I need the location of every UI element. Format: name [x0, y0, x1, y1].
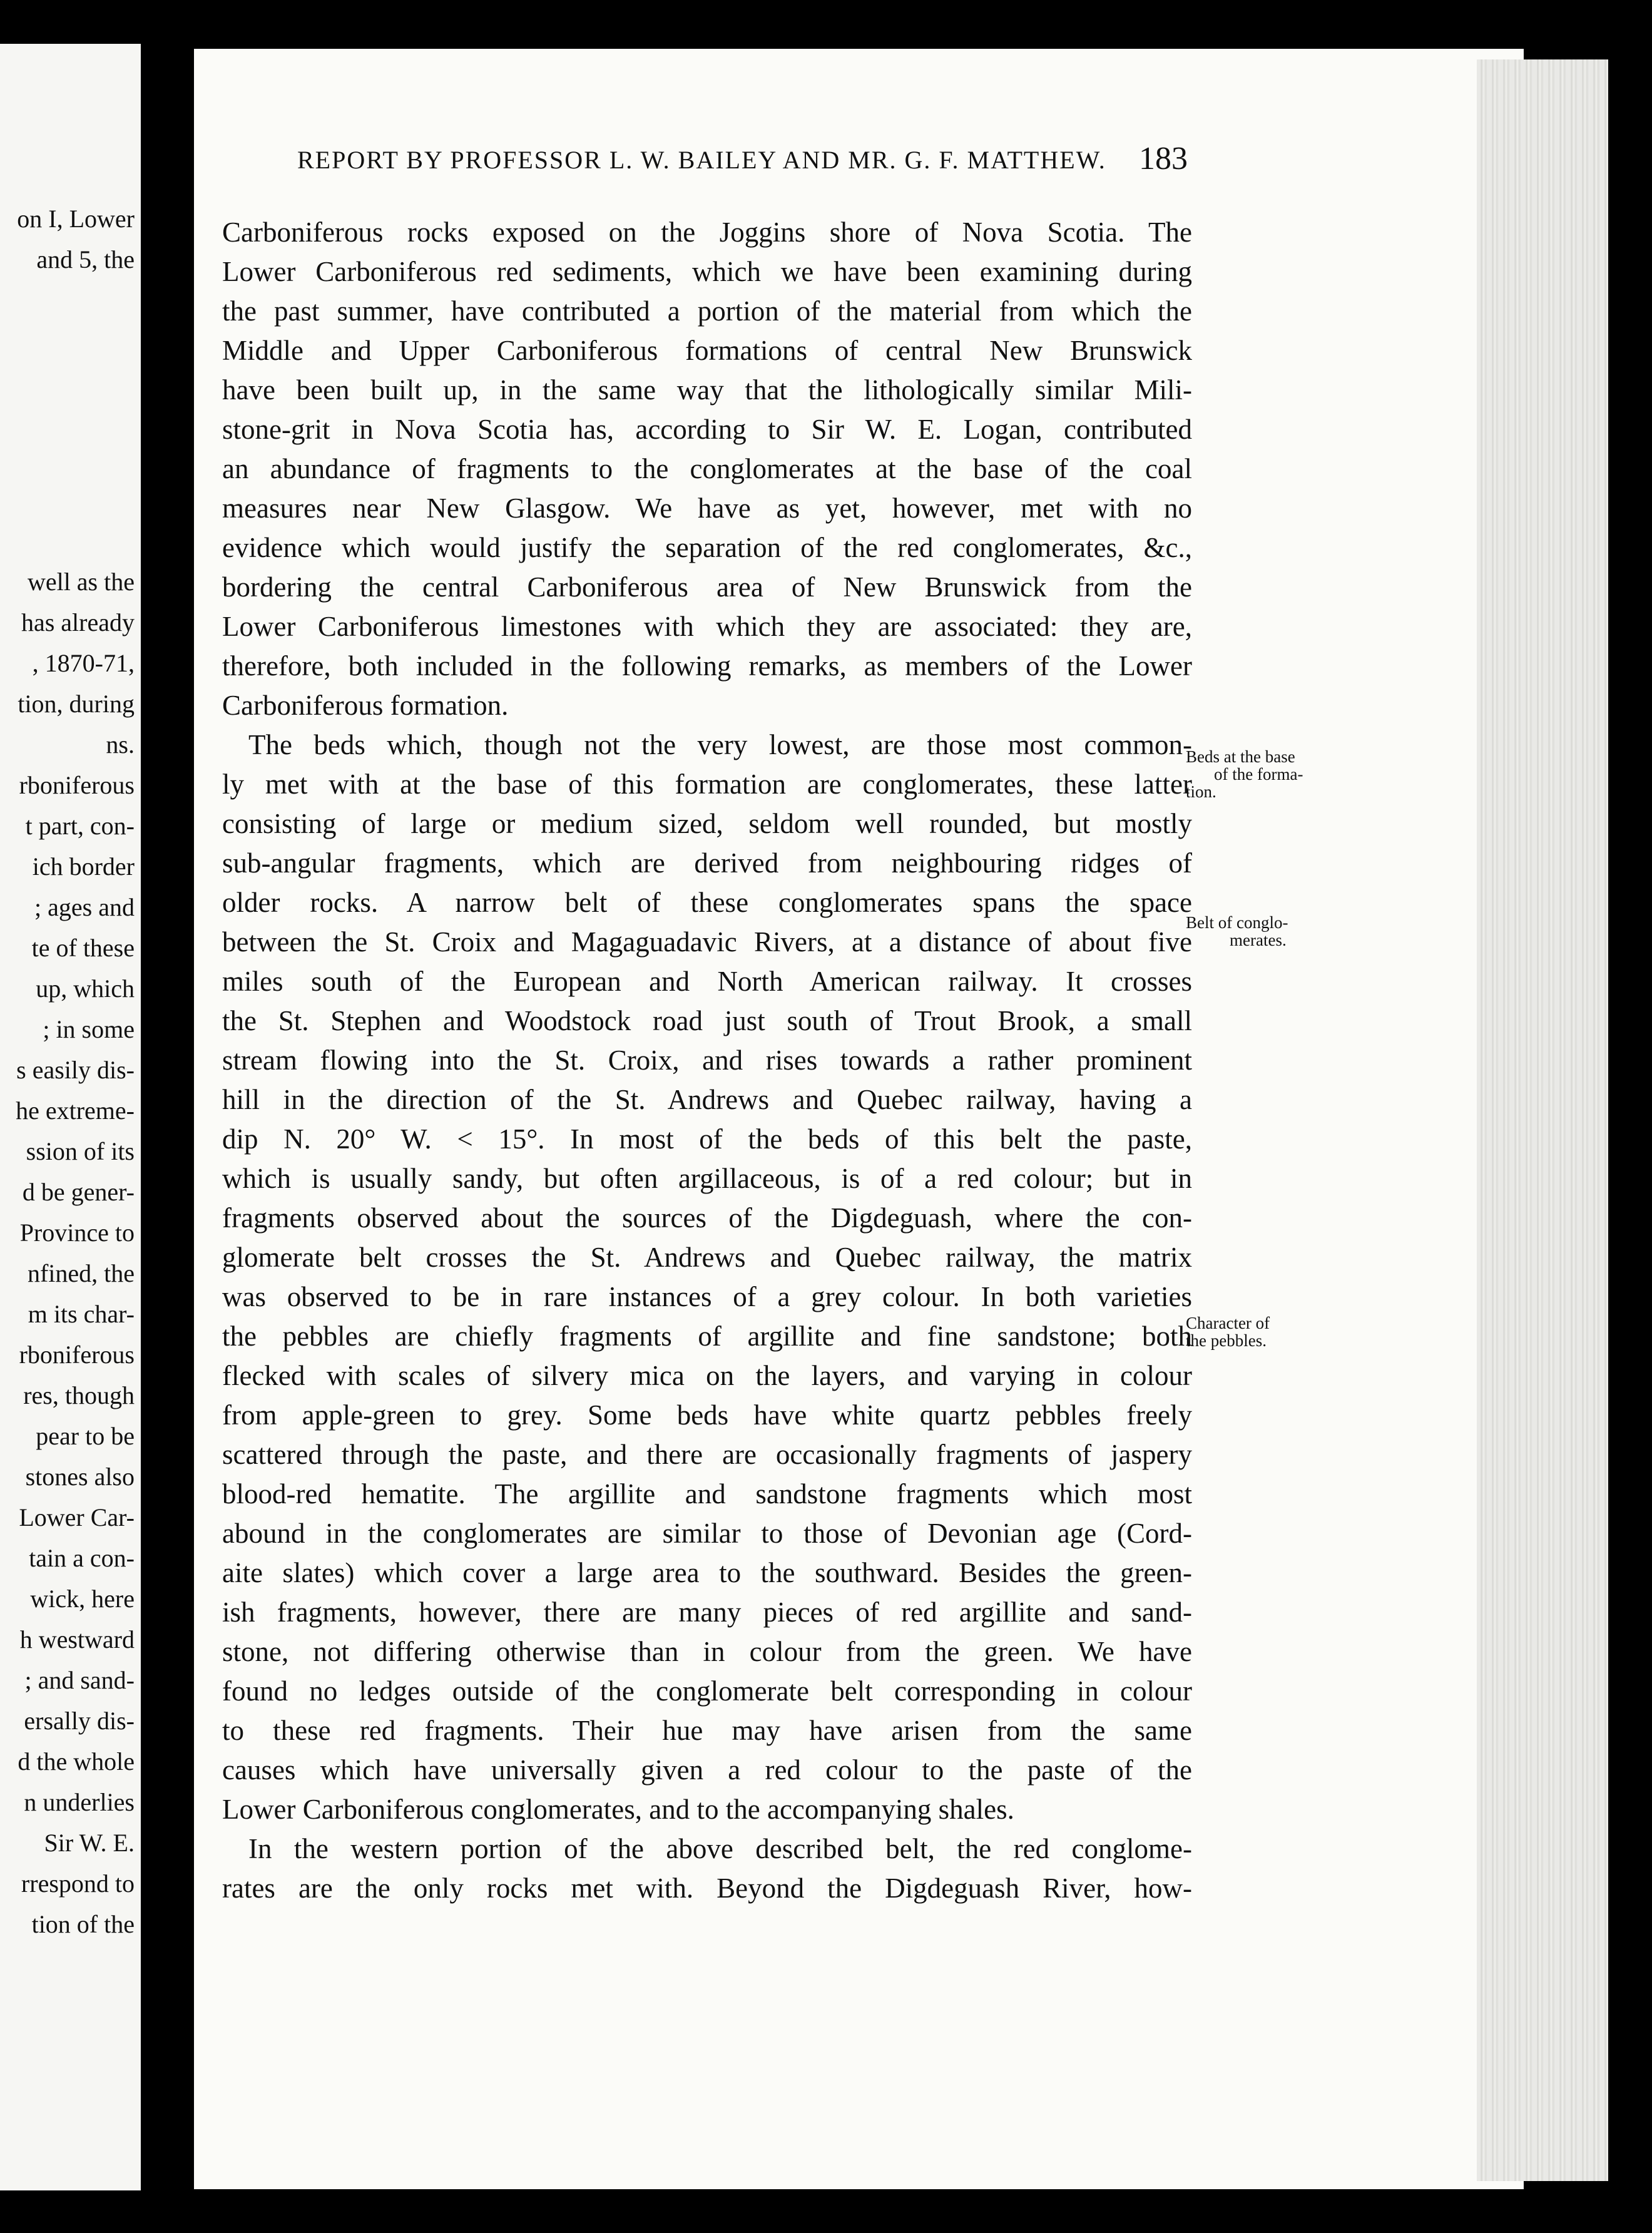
page-number: 183 [1139, 141, 1188, 176]
left-page-text-fragment: he extreme- [16, 1096, 135, 1125]
margin-note-line: Beds at the base [1186, 747, 1295, 766]
text-line: older rocks. A narrow belt of these conglomerates spans the space [222, 887, 1192, 918]
left-page-fragment [0, 44, 141, 2190]
margin-note [1186, 748, 1339, 800]
text-line: sub-angular fragments, which are derived from neighbouring ridges of [222, 847, 1192, 879]
left-page-text-fragment: , 1870-71, [32, 649, 135, 677]
text-line: the St. Stephen and Woodstock road just south of Trout Brook, a small [222, 1005, 1192, 1036]
left-page-text-fragment: ; and sand- [24, 1666, 135, 1694]
text-line: fragments observed about the sources of the Digdeguash, where the con- [222, 1202, 1192, 1234]
text-line: Carboniferous rocks exposed on the Joggins shore of Nova Scotia. The [222, 217, 1192, 248]
text-line: hill in the direction of the St. Andrews and Quebec railway, having a [222, 1084, 1192, 1115]
left-page-text-fragment: d be gener- [22, 1178, 135, 1206]
margin-note-line: tion. [1186, 782, 1216, 801]
left-page-text-fragment: n underlies [24, 1788, 135, 1816]
text-line: the pebbles are chiefly fragments of argillite and fine sandstone; both [222, 1321, 1192, 1352]
text-line: miles south of the European and North American railway. It crosses [222, 966, 1192, 997]
left-page-text-fragment: pear to be [36, 1422, 135, 1450]
text-line: consisting of large or medium sized, seldom well rounded, but mostly [222, 808, 1192, 839]
page-edge [1477, 59, 1608, 2181]
text-line: Lower Carboniferous conglomerates, and to the accompanying shales. [222, 1794, 1014, 1825]
left-page-text-fragment: m its char- [28, 1300, 135, 1328]
text-line: flecked with scales of silvery mica on the layers, and varying in colour [222, 1360, 1192, 1391]
text-line: measures near New Glasgow. We have as yet, however, met with no [222, 493, 1192, 524]
text-line: scattered through the paste, and there are occasionally fragments of jaspery [222, 1439, 1192, 1470]
text-line: stone-grit in Nova Scotia has, according to Sir W. E. Logan, contributed [222, 414, 1192, 445]
left-page-text-fragment: Province to [19, 1219, 135, 1247]
left-page-text-fragment: Lower Car- [19, 1503, 135, 1531]
left-page-text-fragment: tain a con- [29, 1544, 135, 1572]
margin-note-line: Character of [1186, 1314, 1270, 1332]
left-page-text-fragment: rboniferous [19, 1341, 135, 1369]
margin-note-line: merates. [1230, 931, 1287, 949]
text-line: Middle and Upper Carboniferous formations of central New Brunswick [222, 335, 1192, 366]
text-line: found no ledges outside of the conglomerate belt corresponding in colour [222, 1675, 1192, 1707]
left-page-text-fragment: ns. [106, 730, 135, 759]
text-line: rates are the only rocks met with. Beyond the Digdeguash River, how- [222, 1873, 1192, 1904]
left-page-text-fragment: d the whole [18, 1747, 135, 1776]
text-line: Carboniferous formation. [222, 690, 509, 721]
left-page-text-fragment: well as the [27, 568, 135, 596]
text-line: therefore, both included in the following remarks, as members of the Lower [222, 650, 1192, 682]
text-line: Lower Carboniferous red sediments, which we have been examining during [222, 256, 1192, 287]
left-page-text-fragment: stones also [25, 1463, 135, 1491]
margin-note-line: of the forma- [1214, 765, 1303, 784]
left-page-text-fragment: ; ages and [34, 893, 135, 921]
text-line: between the St. Croix and Magaguadavic Rivers, at a distance of about five [222, 926, 1192, 958]
left-page-text-fragment: tion, during [18, 690, 135, 718]
left-page-text-fragment: h westward [19, 1625, 135, 1653]
margin-note-line: Belt of conglo- [1186, 913, 1288, 932]
left-page-text-fragment: Sir W. E. [44, 1829, 135, 1857]
text-line: dip N. 20° W. < 15°. In most of the beds of this belt the paste, [222, 1123, 1192, 1155]
left-page-text-fragment: and 5, the [36, 245, 135, 273]
left-page-text-fragment: s easily dis- [16, 1056, 135, 1084]
text-line: aite slates) which cover a large area to the southward. Besides the green- [222, 1557, 1192, 1588]
left-page-text-fragment: on I, Lower [17, 205, 135, 233]
left-page-text-fragment: ersally dis- [24, 1707, 135, 1735]
text-line: causes which have universally given a red colour to the paste of the [222, 1754, 1192, 1786]
left-page-text-fragment: rrespond to [21, 1869, 135, 1898]
left-page-text-fragment: ; in some [43, 1015, 135, 1043]
text-line: stone, not differing otherwise than in colour from the green. We have [222, 1636, 1192, 1667]
text-line: the past summer, have contributed a portion of the material from which the [222, 295, 1192, 327]
body-text [222, 213, 1192, 1908]
text-line: to these red fragments. Their hue may have arisen from the same [222, 1715, 1192, 1746]
margin-note [1186, 914, 1339, 949]
paragraph [222, 725, 1192, 1829]
text-line: was observed to be in rare instances of a grey colour. In both varieties [222, 1281, 1192, 1312]
text-line: an abundance of fragments to the conglomerates at the base of the coal [222, 453, 1192, 484]
margin-note-line: the pebbles. [1186, 1331, 1267, 1350]
binding-gutter [141, 0, 194, 2233]
paragraph [222, 1829, 1192, 1908]
left-page-text-fragment: up, which [36, 974, 135, 1003]
text-line: which is usually sandy, but often argillaceous, is of a red colour; but in [222, 1163, 1192, 1194]
left-page-text-fragment: t part, con- [25, 812, 135, 840]
left-page-text-fragment: wick, here [30, 1585, 135, 1613]
text-line: from apple-green to grey. Some beds have white quartz pebbles freely [222, 1399, 1192, 1431]
text-line: glomerate belt crosses the St. Andrews and Quebec railway, the matrix [222, 1242, 1192, 1273]
left-page-text-fragment: nfined, the [27, 1259, 135, 1287]
text-line: abound in the conglomerates are similar to those of Devonian age (Cord- [222, 1518, 1192, 1549]
text-line: The beds which, though not the very lowest, are those most common- [248, 729, 1192, 760]
text-line: evidence which would justify the separation of the red conglomerates, &c., [222, 532, 1192, 563]
running-title: REPORT BY PROFESSOR L. W. BAILEY AND MR. G. F. MATTHEW. [297, 146, 1106, 174]
text-line: ly met with at the base of this formation are conglomerates, these latter [222, 769, 1192, 800]
left-page-text-fragment: ich border [32, 852, 135, 881]
text-line: bordering the central Carboniferous area of New Brunswick from the [222, 571, 1192, 603]
text-line: Lower Carboniferous limestones with which they are associated: they are, [222, 611, 1192, 642]
paragraph [222, 213, 1192, 725]
left-page-text-fragment: ssion of its [26, 1137, 135, 1165]
left-page-text-fragment: rboniferous [19, 771, 135, 799]
text-line: blood-red hematite. The argillite and sandstone fragments which most [222, 1478, 1192, 1510]
margin-note [1186, 1314, 1339, 1349]
text-line: stream flowing into the St. Croix, and rises towards a rather prominent [222, 1045, 1192, 1076]
left-page-text-fragment: res, though [23, 1381, 135, 1409]
text-line: have been built up, in the same way that the lithologically similar Mili- [222, 374, 1192, 406]
left-page-text-fragment: has already [21, 608, 135, 636]
left-page-text-fragment: tion of the [31, 1910, 135, 1938]
left-page-text-fragment: te of these [31, 934, 135, 962]
text-line: In the western portion of the above described belt, the red conglome- [248, 1833, 1192, 1864]
text-line: ish fragments, however, there are many pieces of red argillite and sand- [222, 1597, 1192, 1628]
